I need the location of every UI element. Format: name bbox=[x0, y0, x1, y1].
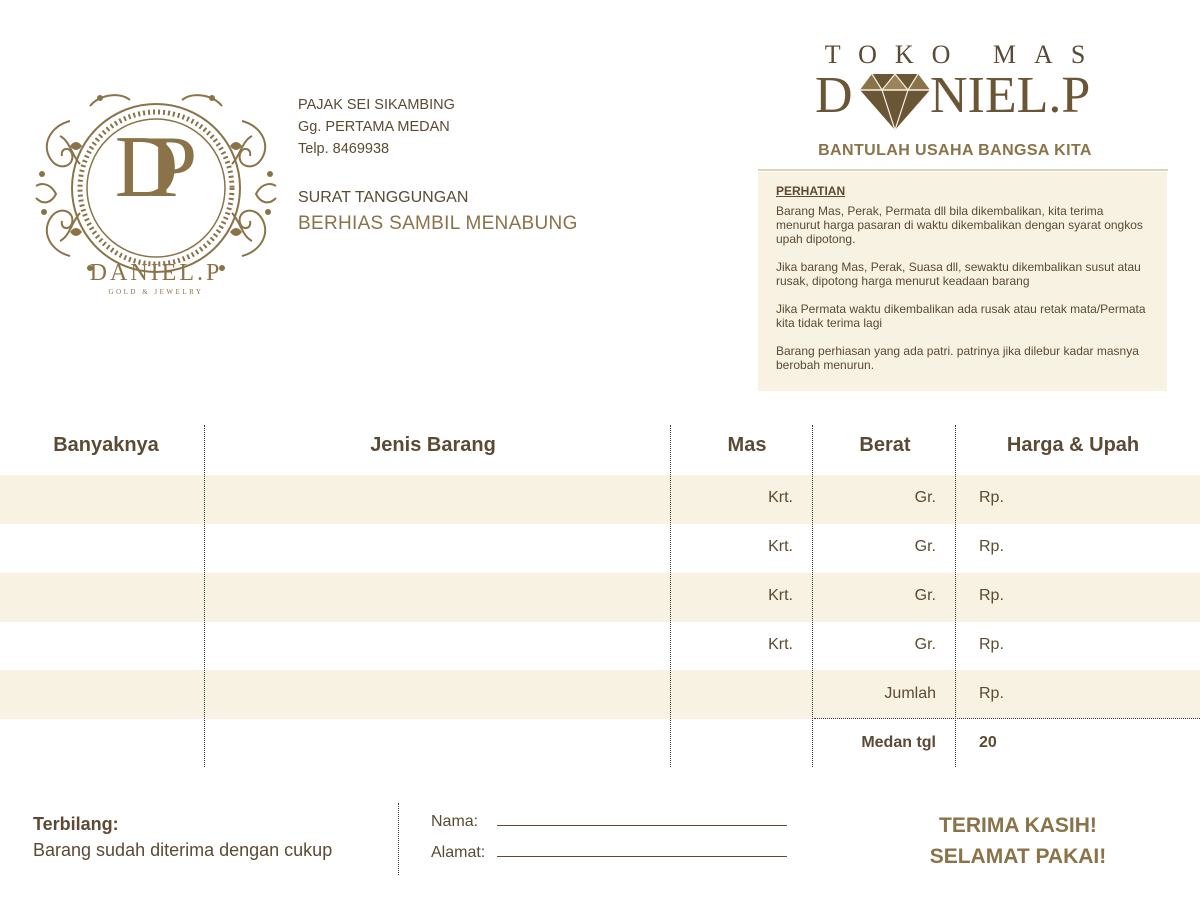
name-label: Nama: bbox=[431, 813, 479, 830]
column-divider bbox=[812, 425, 813, 767]
column-divider bbox=[670, 425, 671, 767]
diamond-icon bbox=[860, 72, 930, 132]
total-divider bbox=[814, 718, 1200, 719]
header-gold: Mas bbox=[727, 434, 767, 456]
cell-price: Rp. bbox=[979, 489, 1004, 506]
cell-weight: Gr. bbox=[914, 636, 936, 653]
notice-paragraph: Barang perhiasan yang ada patri. patrinya jika dilebur kadar masnya berobah menurun. bbox=[776, 344, 1139, 372]
column-divider bbox=[204, 425, 205, 767]
address-line-2: Gg. PERTAMA MEDAN bbox=[298, 119, 450, 135]
notice-paragraph: Jika barang Mas, Perak, Suasa dll, sewaktu dikembalikan susut atau rusak, dipotong harga menurut keadaan barang bbox=[776, 260, 1141, 288]
logo-tagline: GOLD & JEWELRY bbox=[108, 288, 204, 296]
brand-name-suffix: NIEL.P bbox=[930, 67, 1091, 124]
header-price: Harga & Upah bbox=[1006, 434, 1140, 456]
cell-weight: Gr. bbox=[914, 587, 936, 604]
brand-top-text: TOKO MAS bbox=[824, 40, 1104, 69]
logo-name: DANIEL.P bbox=[89, 260, 223, 286]
phone-number: Telp. 8469938 bbox=[298, 141, 390, 157]
document-title: SURAT TANGGUNGAN bbox=[298, 189, 469, 206]
date-value: 20 bbox=[979, 734, 997, 751]
brand-name bbox=[780, 66, 1130, 136]
date-label: Medan tgl bbox=[861, 734, 936, 751]
name-field[interactable] bbox=[497, 825, 787, 826]
cell-karat: Krt. bbox=[768, 538, 793, 555]
notice-paragraph: Barang Mas, Perak, Permata dll bila dikembalikan, kita terima menurut harga pasaran di waktu dikembalikan dengan syarat ongkos upah dipotong. bbox=[776, 204, 1143, 246]
notice-paragraph: Jika Permata waktu dikembalikan ada rusak atau retak mata/Permata kita tidak terima lagi bbox=[776, 302, 1146, 330]
monogram: DP bbox=[114, 119, 168, 216]
address-label: Alamat: bbox=[431, 844, 486, 861]
cell-karat: Krt. bbox=[768, 636, 793, 653]
cell-karat: Krt. bbox=[768, 587, 793, 604]
header-quantity: Banyaknya bbox=[53, 434, 159, 456]
brand-divider bbox=[758, 169, 1168, 171]
footer-divider bbox=[398, 803, 399, 875]
header-item-type: Jenis Barang bbox=[370, 434, 496, 456]
cell-price: Rp. bbox=[979, 587, 1004, 604]
cell-price: Rp. bbox=[979, 636, 1004, 653]
brand-slogan: BANTULAH USAHA BANGSA KITA bbox=[818, 142, 1092, 159]
cell-weight: Gr. bbox=[914, 538, 936, 555]
notice-title: PERHATIAN bbox=[776, 184, 846, 198]
address-line-1: PAJAK SEI SIKAMBING bbox=[298, 97, 455, 113]
column-divider bbox=[955, 425, 956, 767]
header-weight: Berat bbox=[859, 434, 911, 456]
notice-box bbox=[758, 172, 1167, 391]
thanks-line-1: TERIMA KASIH! bbox=[939, 814, 1097, 837]
spoken-amount-label: Terbilang: bbox=[33, 814, 119, 834]
total-label: Jumlah bbox=[884, 685, 936, 702]
cell-price: Rp. bbox=[979, 538, 1004, 555]
document-subtitle: BERHIAS SAMBIL MENABUNG bbox=[298, 213, 578, 234]
address-field[interactable] bbox=[497, 856, 787, 857]
cell-karat: Krt. bbox=[768, 489, 793, 506]
spoken-amount-text: Barang sudah diterima dengan cukup bbox=[33, 840, 333, 860]
brand-name-prefix: D bbox=[815, 67, 853, 124]
total-value: Rp. bbox=[979, 685, 1004, 702]
thanks-line-2: SELAMAT PAKAI! bbox=[929, 845, 1107, 868]
cell-weight: Gr. bbox=[914, 489, 936, 506]
